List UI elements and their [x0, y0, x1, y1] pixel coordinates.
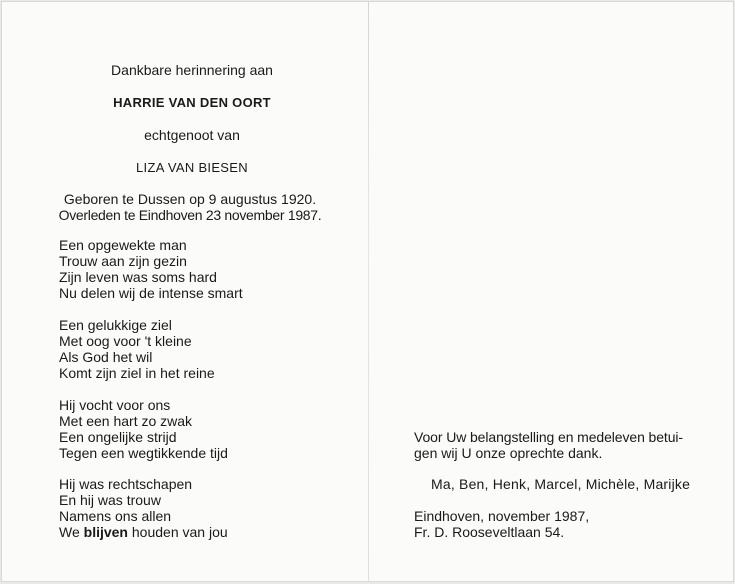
poem-line: Nu delen wij de intense smart: [59, 285, 243, 301]
poem-line: Namens ons allen: [59, 508, 172, 524]
spouse-name: LIZA VAN BIESEN: [136, 160, 248, 175]
address: Fr. D. Rooseveltlaan 54.: [414, 524, 565, 540]
poem-emphasis: blijven: [83, 524, 128, 540]
poem-line: Hij was rechtschapen: [59, 476, 193, 492]
deceased-name: HARRIE VAN DEN OORT: [113, 95, 271, 110]
poem-last-line: [59, 524, 228, 540]
death-line: Overleden te Eindhoven 23 november 1987.: [58, 207, 322, 223]
poem-line: Tegen een wegtikkende tijd: [59, 445, 228, 461]
thanks-line-1: Voor Uw belangstelling en medeleven betui-: [414, 429, 683, 445]
poem-line: Met oog voor 't kleine: [59, 333, 192, 349]
relation-text: echtgenoot van: [144, 127, 240, 143]
thanks-line-2: gen wij U onze oprechte dank.: [414, 445, 603, 461]
poem-line: Als God het wil: [59, 349, 153, 365]
memorial-card: [1, 1, 734, 582]
poem-line: Een gelukkige ziel: [59, 317, 172, 333]
family-names: Ma, Ben, Henk, Marcel, Michèle, Marijke: [431, 476, 691, 492]
poem-line: Trouw aan zijn gezin: [59, 253, 187, 269]
poem-line: En hij was trouw: [59, 492, 161, 508]
poem-last-line-end: houden van jou: [128, 524, 228, 540]
poem-line: Een ongelijke strijd: [59, 429, 177, 445]
poem-line: Zijn leven was soms hard: [59, 269, 217, 285]
place-date: Eindhoven, november 1987,: [414, 508, 590, 524]
intro-text: Dankbare herinnering aan: [111, 62, 273, 78]
poem-last-line-start: We: [59, 524, 84, 540]
birth-line: Geboren te Dussen op 9 augustus 1920.: [63, 191, 317, 207]
poem-line: Hij vocht voor ons: [59, 397, 171, 413]
poem-line: Met een hart zo zwak: [59, 413, 193, 429]
poem-line: Komt zijn ziel in het reine: [59, 365, 215, 381]
poem-line: Een opgewekte man: [59, 237, 187, 253]
card-fold: [368, 1, 369, 582]
